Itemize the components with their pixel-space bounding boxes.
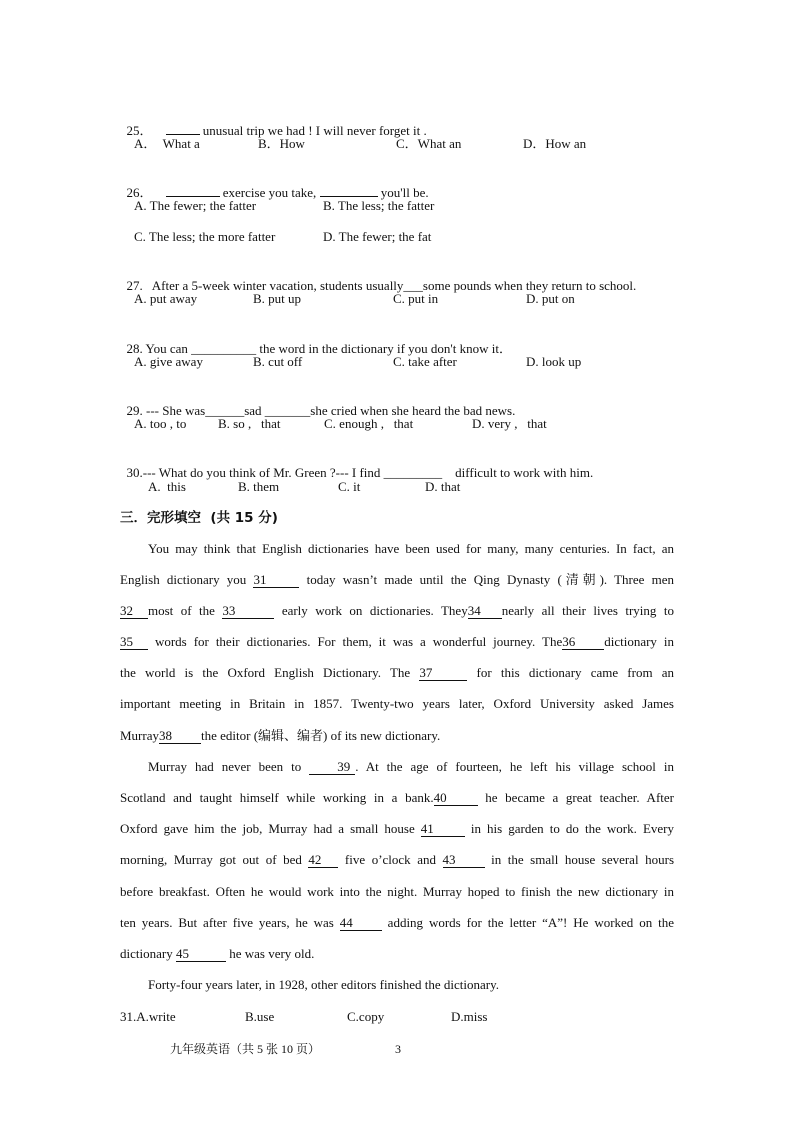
question-31-number: 31.A.write [120,1009,176,1024]
question-30 [120,446,593,482]
passage-line: ten years. But after five years, he was 44 adding words for the letter “A”! He worked on the [120,915,674,930]
option-a: A.write [136,1009,176,1024]
passage-line: English dictionary you 31 today wasn’t made until the Qing Dynasty (清朝). Three men [120,572,674,587]
passage-line: before breakfast. Often he would work into the night. Murray hoped to finish the new dictionary in [120,884,674,899]
option-c: C. it [338,479,361,494]
question-number: 27. [126,278,143,293]
blank-39: 39 [309,759,355,775]
option-c: C．What an [396,136,462,151]
option-c: C. enough , that [324,416,414,431]
blank-41: 41 [421,821,465,837]
option-a: A． What a [134,136,200,151]
question-number: 29. [126,403,143,418]
question-number: 28. [126,341,143,356]
option-c: C.copy [347,1009,385,1024]
option-b: B. so , that [218,416,281,431]
option-d: D. The fewer; the fat [323,229,432,244]
blank-42: 42 [308,852,338,868]
option-a: A. too , to [134,416,187,431]
blank-32: 32 [120,603,148,619]
passage-line: morning, Murray got out of bed 42 five o’clock and 43 in the small house several hours [120,852,675,867]
question-text: --- What do you think of Mr. Green ?--- I find _________ difficult to work with him. [142,465,594,480]
question-text: After a 5-week winter vacation, students usually___some pounds when they return to school. [151,278,637,293]
page-number: 3 [395,1042,401,1056]
passage-line: Forty-four years later, in 1928, other editors finished the dictionary. [148,977,499,992]
option-b: B．How [258,136,305,151]
blank-37: 37 [419,665,467,681]
passage-line: important meeting in Britain in 1857. Twenty-two years later, Oxford University asked James [120,696,674,711]
blank-35: 35 [120,634,148,650]
blank-43: 43 [443,852,485,868]
option-b: B. them [238,479,280,494]
option-d: D. that [425,479,461,494]
passage-line: Murray had never been to 39 . At the age of fourteen, he left his village school in [148,759,674,774]
option-d: D. put on [526,291,575,306]
passage-line: You may think that English dictionaries have been used for many, many centuries. In fact, an [148,541,674,556]
question-text: You can __________ the word in the dictionary if you don't know it． [145,341,512,356]
question-text-end: you'll be. [377,185,429,200]
option-c: C. take after [393,354,457,369]
passage-line: Scotland and taught himself while working in a bank.40 he became a great teacher. After [120,790,674,805]
option-a: A. The fewer; the fatter [134,198,257,213]
question-text: exercise you take, [219,185,320,200]
option-a: A. give away [134,354,203,369]
option-b: B.use [245,1009,275,1024]
question-text: unusual trip we had ! I will never forget it . [199,123,427,138]
passage-line: Oxford gave him the job, Murray had a small house 41 in his garden to do the work. Every [120,821,674,836]
blank-36: 36 [562,634,604,650]
option-a: A. this [148,479,186,494]
passage-line: Murray38 the editor (编辑、编者) of its new dictionary. [120,728,441,743]
blank-40: 40 [434,790,478,806]
option-c: C. The less; the more fatter [134,229,276,244]
question-number: 26． [126,185,153,200]
option-d: D. look up [526,354,582,369]
section-title: 三．完形填空 (共 15 分) [120,510,278,526]
option-a: A. put away [134,291,198,306]
option-c: C. put in [393,291,439,306]
question-text: --- She was______sad _______she cried when she heard the bad news. [146,403,516,418]
passage-line: 32 most of the 33 early work on dictionaries. They34 nearly all their lives trying to [120,603,674,618]
blank-31: 31 [253,572,299,588]
option-d: D. very , that [472,416,547,431]
option-d: D.miss [451,1009,488,1024]
option-b: B. cut off [253,354,303,369]
question-number: 30. [126,465,143,480]
blank-33: 33 [222,603,274,619]
option-b: B. The less; the fatter [323,198,435,213]
option-d: D．How an [523,136,587,151]
question-number: 25． [126,123,153,138]
passage-line: dictionary 45 he was very old. [120,946,315,961]
blank-34: 34 [468,603,502,619]
option-b: B. put up [253,291,302,306]
footer-label: 九年级英语（共 5 张 10 页） [170,1042,321,1056]
blank-38: 38 [159,728,201,744]
passage-line: 35 words for their dictionaries. For them, it was a wonderful journey. The36 dictionary in [120,634,674,649]
passage-line: the world is the Oxford English Dictionary. The 37 for this dictionary came from an [120,665,675,680]
blank-44: 44 [340,915,382,931]
blank-45: 45 [176,946,226,962]
